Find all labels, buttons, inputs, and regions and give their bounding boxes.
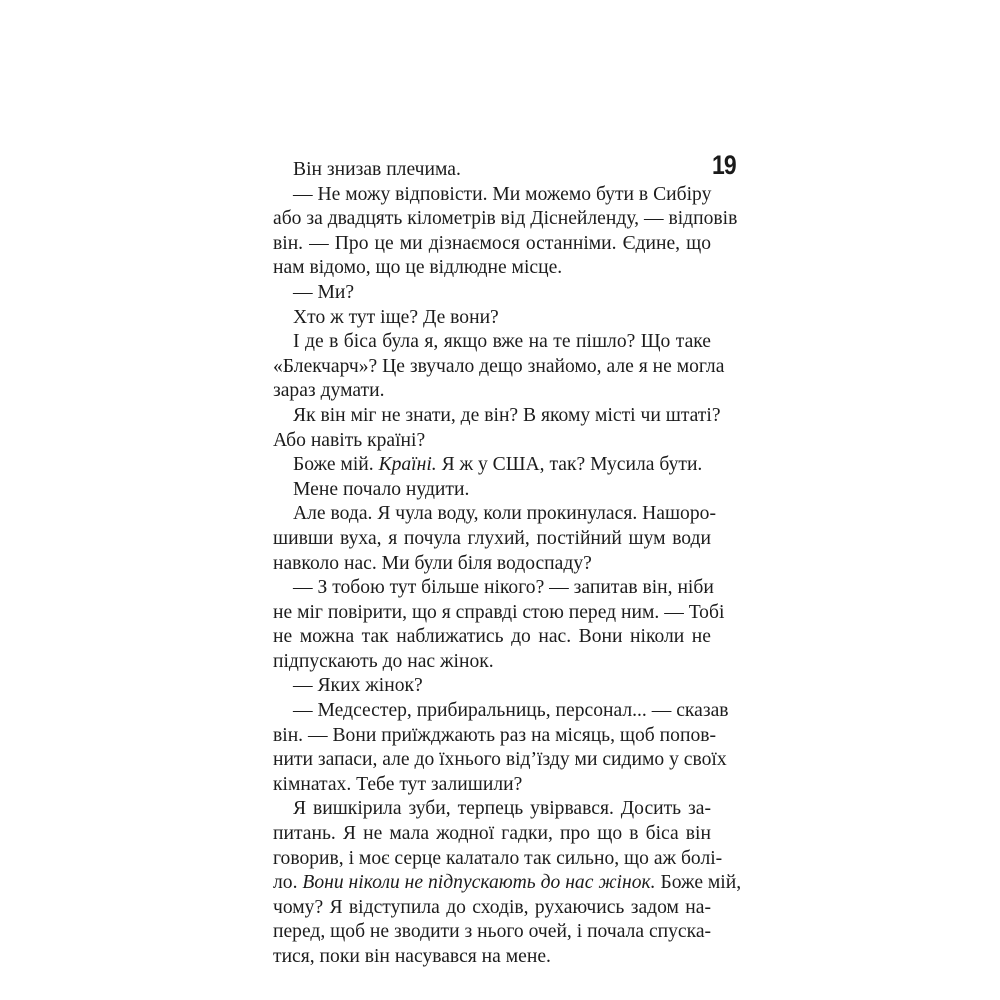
text-segment: Боже мій,: [655, 872, 742, 894]
text-segment: він. — Вони приїжджають раз на місяць, щоб попов-: [273, 724, 717, 746]
text-segment: підпускають до нас жінок.: [273, 650, 494, 672]
text-line: [273, 183, 711, 208]
text-segment: Мене почало нудити.: [293, 478, 470, 500]
text-line: [273, 404, 721, 429]
text-segment: Боже мій.: [293, 454, 379, 476]
text-segment: не міг повірити, що я справді стою перед ним. — Тобі: [273, 601, 725, 623]
text-segment: — Медсестер, прибиральниць, персонал... — сказав: [293, 700, 729, 722]
text-line: [273, 355, 725, 380]
text-line: [273, 748, 727, 773]
text-line: [273, 576, 714, 601]
text-segment: Я вишкірила зуби, терпець увірвався. Досить за-: [293, 798, 711, 820]
text-segment: Або навіть країні?: [273, 429, 426, 451]
text-segment: шивши вуха, я почула глухий, постійний шум води: [273, 527, 711, 549]
text-segment: говорив, і моє серце калатало так сильно, що аж болі-: [273, 847, 723, 869]
text-line: [273, 650, 711, 675]
text-segment: Він знизав плечима.: [293, 159, 461, 180]
italic-text: Вони ніколи не підпускають до нас жінок.: [302, 872, 656, 894]
text-segment: Хто ж тут іще? Де вони?: [293, 306, 499, 328]
text-line: [273, 330, 711, 355]
text-line: [273, 797, 711, 822]
text-segment: нам відомо, що це відлюдне місце.: [273, 257, 563, 279]
text-line: [273, 453, 711, 478]
text-segment: ло.: [273, 872, 303, 894]
text-segment: Як він міг не знати, де він? В якому місті чи штаті?: [293, 404, 721, 426]
text-line: [273, 601, 725, 626]
text-segment: «Блекчарч»? Це звучало дещо знайомо, але я не могла: [273, 355, 725, 377]
text-segment: чому? Я відступила до сходів, рухаючись задом на-: [273, 896, 711, 918]
text-segment: зараз думати.: [273, 380, 385, 402]
text-line: [273, 896, 711, 921]
text-line: [273, 625, 711, 650]
text-line: [273, 552, 711, 577]
italic-text: Країні.: [378, 454, 437, 476]
text-segment: — Яких жінок?: [293, 675, 423, 697]
text-line: [273, 232, 711, 257]
text-line: [273, 207, 738, 232]
text-line: [273, 306, 711, 331]
text-segment: нити запаси, але до їхнього від’їзду ми сидимо у своїх: [273, 749, 727, 771]
text-line: [273, 281, 711, 306]
text-segment: перед, щоб не зводити з нього очей, і почала спуска-: [273, 921, 712, 943]
text-segment: — Не можу відповісти. Ми можемо бути в Сибіру: [293, 183, 712, 205]
text-segment: він. — Про це ми дізнаємося останніми. Єдине, що: [273, 232, 711, 254]
text-line: [273, 429, 711, 454]
text-line: [273, 379, 711, 404]
text-segment: тися, поки він насувався на мене.: [273, 946, 551, 967]
text-line: [273, 478, 711, 503]
text-line: [273, 674, 711, 699]
text-segment: — З тобою тут більше нікого? — запитав він, ніби: [293, 577, 714, 599]
text-line: [273, 158, 711, 183]
page-number: 19: [712, 150, 736, 180]
text-segment: навколо нас. Ми були біля водоспаду?: [273, 552, 592, 574]
text-segment: Я ж у США, так? Мусила бути.: [436, 454, 703, 476]
text-line: [273, 773, 711, 798]
text-line: [273, 699, 729, 724]
text-line: [273, 847, 723, 872]
text-segment: — Ми?: [293, 281, 355, 303]
text-line: [273, 502, 716, 527]
text-segment: або за двадцять кілометрів від Діснейленду, — відповів: [273, 208, 738, 230]
text-segment: кімнатах. Тебе тут залишили?: [273, 773, 523, 795]
text-line: [273, 920, 711, 945]
text-segment: І де в біса була я, якщо вже на те пішло? Що таке: [293, 331, 711, 353]
text-line: [273, 256, 711, 281]
text-line: [273, 527, 711, 552]
text-segment: Але вода. Я чула воду, коли прокинулася. Нашоро-: [293, 503, 716, 525]
text-line: [273, 871, 742, 896]
text-line: [273, 724, 717, 749]
text-line: [273, 945, 711, 970]
text-segment: питань. Я не мала жодної гадки, про що в біса він: [273, 823, 711, 845]
text-segment: не можна так наближатись до нас. Вони ніколи не: [273, 626, 711, 648]
text-line: [273, 822, 711, 847]
